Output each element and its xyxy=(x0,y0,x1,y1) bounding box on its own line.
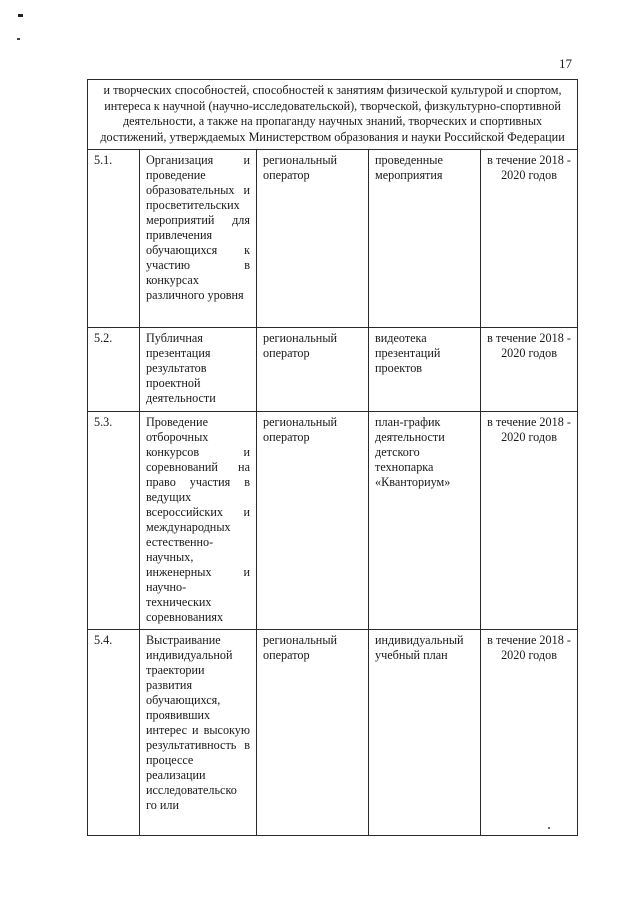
table-section-header-row xyxy=(88,80,578,150)
executor-cell: региональный оператор xyxy=(257,150,369,328)
executor-cell: региональный оператор xyxy=(257,630,369,836)
row-number: 5.2. xyxy=(88,328,140,412)
result-cell: индивидуальный учебный план xyxy=(369,630,481,836)
scan-artifact xyxy=(18,14,23,17)
row-number: 5.4. xyxy=(88,630,140,836)
table-row xyxy=(88,150,578,328)
deadline-cell: в течение 2018 - 2020 годов xyxy=(481,412,578,630)
section-header: и творческих способностей, способностей к занятиям физической культурой и спортом, интереса к научной (научно-исследовательской), творческой, физкультурно-спортивной деятельности, а также на пропаганду научных знаний, творческих и спортивных достижений, утверждаемых Министерством образования и науки Российской Федерации xyxy=(88,80,578,150)
event-cell: Выстраивание индивидуальной траектории развития обучающихся, проявивших интерес и высокую результативность в процессе реализации исследовательско го или xyxy=(140,630,257,836)
table-row xyxy=(88,630,578,836)
event-cell: Публичная презентация результатов проектной деятельности xyxy=(140,328,257,412)
scan-artifact xyxy=(17,38,20,40)
row-number: 5.1. xyxy=(88,150,140,328)
deadline-cell: в течение 2018 - 2020 годов xyxy=(481,328,578,412)
result-cell: план-график деятельности детского технопарка «Кванториум» xyxy=(369,412,481,630)
deadline-cell: в течение 2018 - 2020 годов xyxy=(481,150,578,328)
event-cell: Организация и проведение образовательных и просветительских мероприятий для привлечения обучающихся к участию в конкурсах различного уровня xyxy=(140,150,257,328)
executor-cell: региональный оператор xyxy=(257,412,369,630)
table-row xyxy=(88,328,578,412)
event-cell: Проведение отборочных конкурсов и соревнований на право участия в ведущих всероссийских и международных естественно-научных, инженерных и научно-технических соревнованиях xyxy=(140,412,257,630)
result-cell: видеотека презентаций проектов xyxy=(369,328,481,412)
table-row xyxy=(88,412,578,630)
plan-table xyxy=(87,79,578,836)
deadline-cell: в течение 2018 - 2020 годов xyxy=(481,630,578,836)
result-cell: проведенные мероприятия xyxy=(369,150,481,328)
executor-cell: региональный оператор xyxy=(257,328,369,412)
page-number: 17 xyxy=(559,56,572,71)
row-number: 5.3. xyxy=(88,412,140,630)
